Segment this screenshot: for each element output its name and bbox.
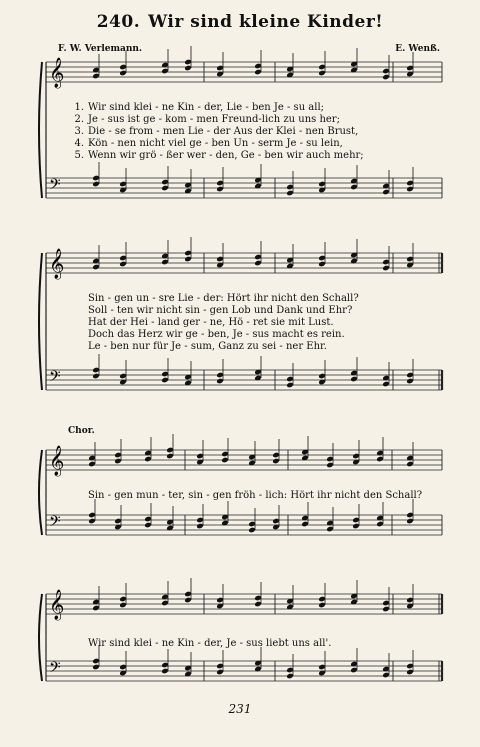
lyric-verse-1: 1. Wir sind klei - ne Kin - der, Lie - ben Je - su all;: [74, 102, 325, 113]
lyric-verse-2: 2. Je - sus ist ge - kom - men Freund-lich zu uns her;: [74, 114, 340, 125]
treble-clef: 𝄞: [49, 446, 65, 476]
lyric-chorus: Sin - gen mun - ter, sin - gen fröh - lich: Hört ihr nicht den Schall?: [88, 490, 423, 501]
lyric-verse-3: Hat der Hei - land ger - ne, Hö - ret sie mit Lust.: [88, 317, 334, 328]
treble-clef: 𝄞: [49, 58, 65, 88]
hymn-number: 240.: [96, 12, 141, 32]
brace: [39, 62, 42, 198]
chorus-label: Chor.: [68, 426, 95, 436]
lyric-verse-1: Sin - gen un - sre Lie - der: Hört ihr nicht den Schall?: [88, 293, 359, 304]
lyric-verse-3: 3. Die - se from - men Lie - der Aus der Klei - nen Brust,: [74, 126, 359, 137]
treble-clef: 𝄞: [49, 590, 65, 620]
lyric-verse-5: Le - ben nur für Je - sum, Ganz zu sei - ner Ehr.: [88, 341, 327, 352]
composer-left: F. W. Verlemann.: [58, 44, 143, 54]
lyric-verse-4: 4. Kön - nen nicht viel ge - ben Un - serm Je - su lein,: [74, 138, 343, 149]
bass-clef: 𝄢: [49, 659, 61, 680]
lyric-verse-5: 5. Wenn wir grö - ßer wer - den, Ge - ben wir auch mehr;: [74, 150, 364, 161]
lyric-verse-4: Doch das Herz wir ge - ben, Je - sus macht es rein.: [88, 329, 345, 340]
page-number: 231: [228, 702, 252, 716]
brace: [39, 253, 42, 390]
lyric-verse-2: Soll - ten wir nicht sin - gen Lob und Dank und Ehr?: [88, 305, 353, 316]
bass-clef: 𝄢: [49, 513, 61, 534]
hymn-name: Wir sind kleine Kinder!: [148, 12, 384, 32]
lyric-final: Wir sind klei - ne Kin - der, Je - sus liebt uns all'.: [88, 638, 332, 649]
composer-right: E. Wenß.: [395, 44, 440, 54]
brace: [39, 594, 42, 681]
brace: [39, 450, 42, 535]
bass-clef: 𝄢: [49, 368, 61, 389]
treble-clef: 𝄞: [49, 249, 65, 279]
bass-clef: 𝄢: [49, 176, 61, 197]
